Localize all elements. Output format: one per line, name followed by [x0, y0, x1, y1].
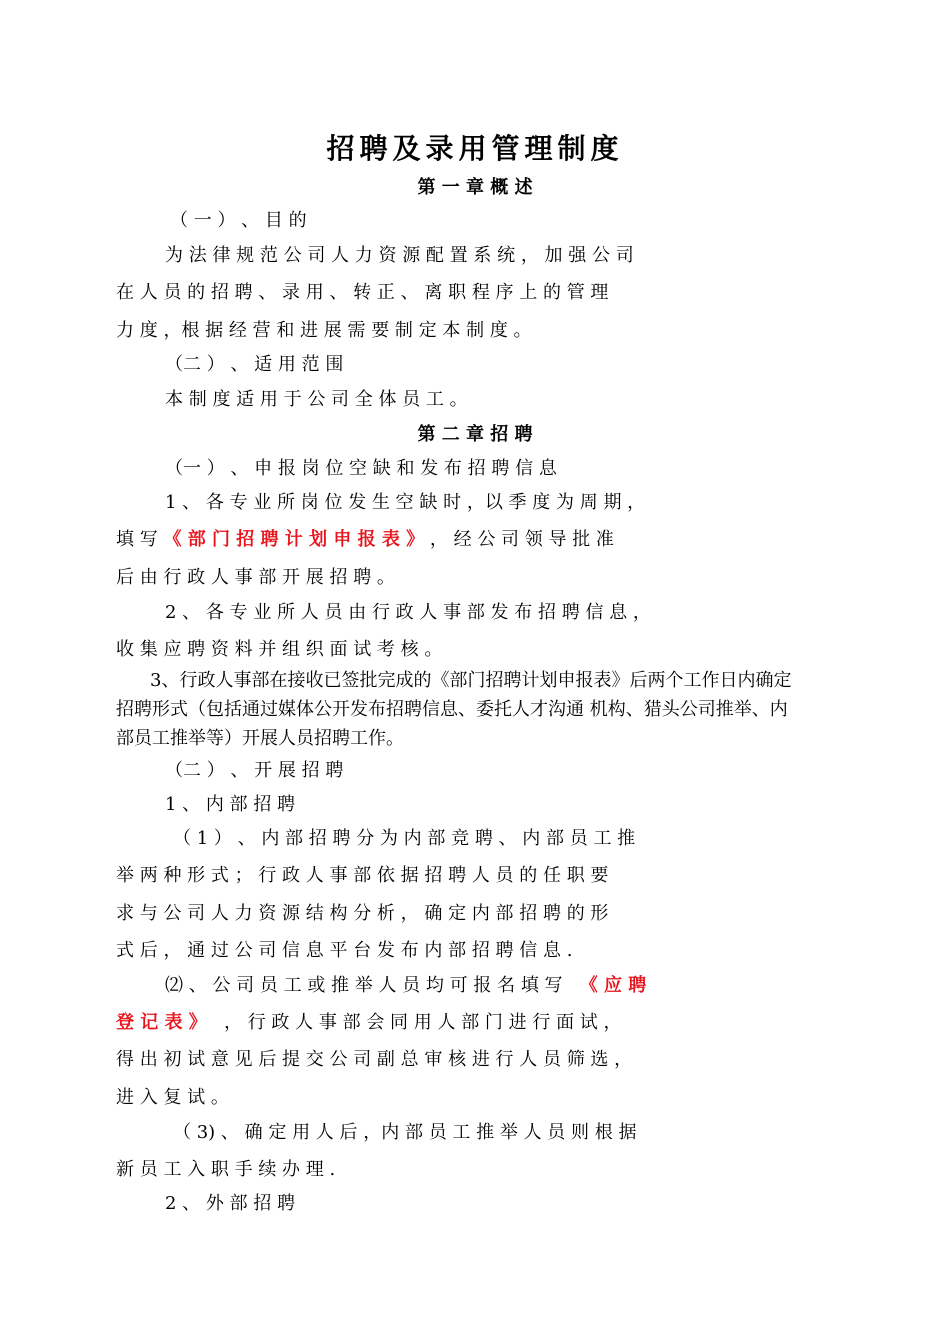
item-3-line-3: 部员工推举等）开展人员招聘工作。	[116, 728, 404, 749]
section-2-2-heading: （二 ） 、 开 展 招 聘	[165, 760, 344, 781]
item-3-line-1: 3、行政人事部在接收已签批完成的《部门招聘计划申报表》后两个工作日内确定	[150, 670, 792, 691]
subsection-external-heading: 2 、 外 部 招 聘	[165, 1193, 296, 1214]
document-title: 招聘及录用管理制度	[326, 132, 624, 165]
paragraph-1-line-3: 力 度 ，根 据 经 营 和 进 展 需 要 制 定 本 制 度 。	[116, 320, 532, 341]
application-form-link-part-1: 《 应 聘	[579, 975, 647, 996]
item-1-line-2	[116, 528, 614, 552]
section-1-2-heading: （二 ） 、 适 用 范 围	[165, 354, 344, 375]
item-1-line-1: 1 、 各 专 业 所 岗 位 发 生 空 缺 时 ，以 季 度 为 周 期 ，	[165, 492, 646, 513]
item-1-text-before: 填 写	[116, 529, 158, 550]
internal-2-text-after: ， 行 政 人 事 部 会 同 用 人 部 门 进 行 面 试 ，	[223, 1012, 622, 1033]
item-3-line-2: 招聘形式（包括通过媒体公开发布招聘信息、委托人才沟通 机构、猎头公司推举、内	[116, 699, 788, 720]
department-recruitment-plan-form-link: 《 部 门 招 聘 计 划 申 报 表 》	[163, 529, 425, 550]
item-1-text-after: ， 经 公 司 领 导 批 准	[429, 529, 614, 550]
internal-1-line-3: 求 与 公 司 人 力 资 源 结 构 分 析 ， 确 定 内 部 招 聘 的 形	[116, 903, 609, 924]
paragraph-1-line-1: 为 法 律 规 范 公 司 人 力 资 源 配 置 系 统 ， 加 强 公 司	[165, 245, 634, 266]
paragraph-2-line-1: 本 制 度 适 用 于 公 司 全 体 员 工 。	[165, 389, 468, 410]
chapter-1-heading: 第 一 章 概 述	[417, 177, 533, 198]
section-2-1-heading: （一 ） 、 申 报 岗 位 空 缺 和 发 布 招 聘 信 息	[165, 458, 557, 479]
chapter-2-heading: 第 二 章 招 聘	[417, 424, 533, 445]
internal-2-line-4: 进 入 复 试 。	[116, 1087, 229, 1108]
internal-3-line-2: 新 员 工 入 职 手 续 办 理 .	[116, 1159, 336, 1180]
internal-1-line-2: 举 两 种 形 式 ； 行 政 人 事 部 依 据 招 聘 人 员 的 任 职 要	[116, 865, 609, 886]
paragraph-1-line-2: 在 人 员 的 招 聘 、 录 用 、 转 正 、 离 职 程 序 上 的 管 理	[116, 282, 609, 303]
internal-2-line-2	[116, 1011, 622, 1035]
item-1-line-3: 后 由 行 政 人 事 部 开 展 招 聘 。	[116, 567, 395, 588]
item-2-line-1: 2 、 各 专 业 所 人 员 由 行 政 人 事 部 发 布 招 聘 信 息 ，	[165, 602, 651, 623]
internal-2-text: ⑵ 、 公 司 员 工 或 推 举 人 员 均 可 报 名 填 写	[165, 975, 563, 996]
subsection-internal-heading: 1 、 内 部 招 聘	[165, 794, 296, 815]
item-2-line-2: 收 集 应 聘 资 料 并 组 织 面 试 考 核 。	[116, 639, 443, 660]
application-form-link-part-2: 登 记 表 》	[116, 1012, 207, 1033]
internal-1-line-1: （ 1 ） 、 内 部 招 聘 分 为 内 部 竞 聘 、 内 部 员 工 推	[173, 828, 636, 849]
internal-1-line-4: 式 后 ， 通 过 公 司 信 息 平 台 发 布 内 部 招 聘 信 息 .	[116, 940, 573, 961]
internal-3-line-1: （ 3) 、 确 定 用 人 后 ，内 部 员 工 推 举 人 员 则 根 据	[173, 1122, 637, 1143]
internal-2-line-3: 得 出 初 试 意 见 后 提 交 公 司 副 总 审 核 进 行 人 员 筛 选 ，	[116, 1049, 633, 1070]
internal-2-line-1	[165, 974, 646, 998]
section-1-1-heading: （ 一 ） 、 目 的	[170, 210, 307, 231]
